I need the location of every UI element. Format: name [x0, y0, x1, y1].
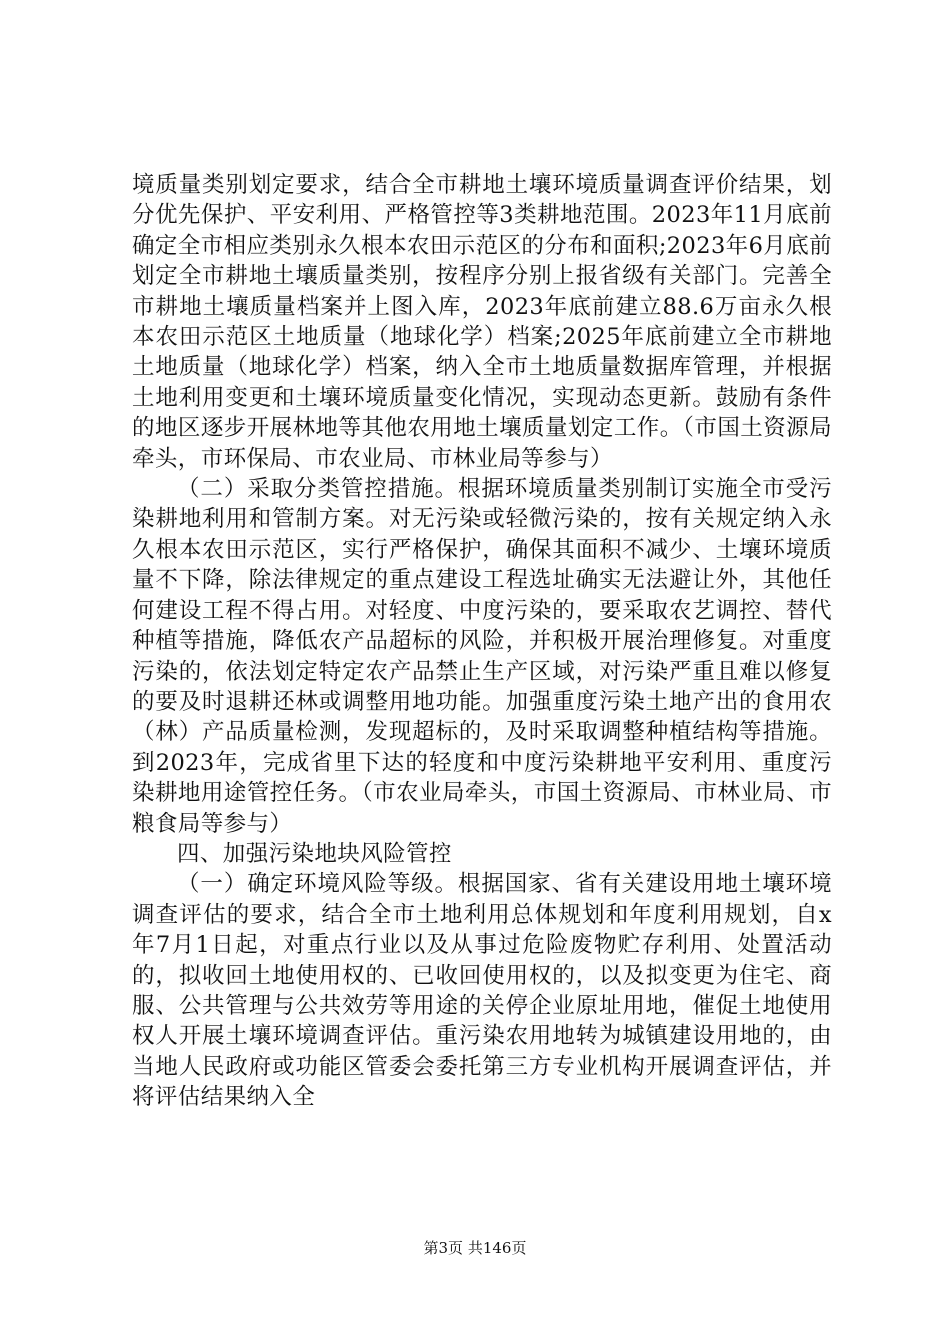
paragraph-classified-control: （二）采取分类管控措施。根据环境质量类别制订实施全市受污染耕地利用和管制方案。对无污染或轻微污染的，按有关规定纳入永久根本农田示范区，实行严格保护，确保其面积不减少、土壤环境质量不下降，除法律规定的重点建设工程选址确实无法避让外，其他任何建设工程不得占用。对轻度、中度污染的，要采取农艺调控、替代种植等措施，降低农产品超标的风险，并积极开展治理修复。对重度污染的，依法划定特定农产品禁止生产区域，对污染严重且难以修复的要及时退耕还林或调整用地功能。加强重度污染土地产出的食用农（林）产品质量检测，发现超标的，及时采取调整种植结构等措施。到2023年，完成省里下达的轻度和中度污染耕地平安利用、重度污染耕地用途管控任务。（市农业局牵头，市国土资源局、市林业局、市粮食局等参与）	[132, 476, 832, 837]
page-number-footer: 第3页 共146页	[423, 1239, 527, 1257]
document-body	[132, 170, 832, 1113]
paragraph-continuation: 境质量类别划定要求，结合全市耕地土壤环境质量调查评价结果，划分优先保护、平安利用、严格管控等3类耕地范围。2023年11月底前确定全市相应类别永久根本农田示范区的分布和面积;2023年6月底前划定全市耕地土壤质量类别，按程序分别上报省级有关部门。完善全市耕地土壤质量档案并上图入库，2023年底前建立88.6万亩永久根本农田示范区土地质量（地球化学）档案;2025年底前建立全市耕地土地质量（地球化学）档案，纳入全市土地质量数据库管理，并根据土地利用变更和土壤环境质量变化情况，实现动态更新。鼓励有条件的地区逐步开展林地等其他农用地土壤质量划定工作。（市国土资源局牵头，市环保局、市农业局、市林业局等参与）	[132, 172, 832, 472]
section-heading: 四、加强污染地块风险管控	[177, 840, 452, 867]
paragraph-risk-level: （一）确定环境风险等级。根据国家、省有关建设用地土壤环境调查评估的要求，结合全市土地利用总体规划和年度利用规划，自x年7月1日起，对重点行业以及从事过危险废物贮存利用、处置活动的，拟收回土地使用权的、已收回使用权的，以及拟变更为住宅、商服、公共管理与公共效劳等用途的关停企业原址用地，催促土地使用权人开展土壤环境调查评估。重污染农用地转为城镇建设用地的，由当地人民政府或功能区管委会委托第三方专业机构开展调查评估，并将评估结果纳入全	[132, 871, 832, 1111]
